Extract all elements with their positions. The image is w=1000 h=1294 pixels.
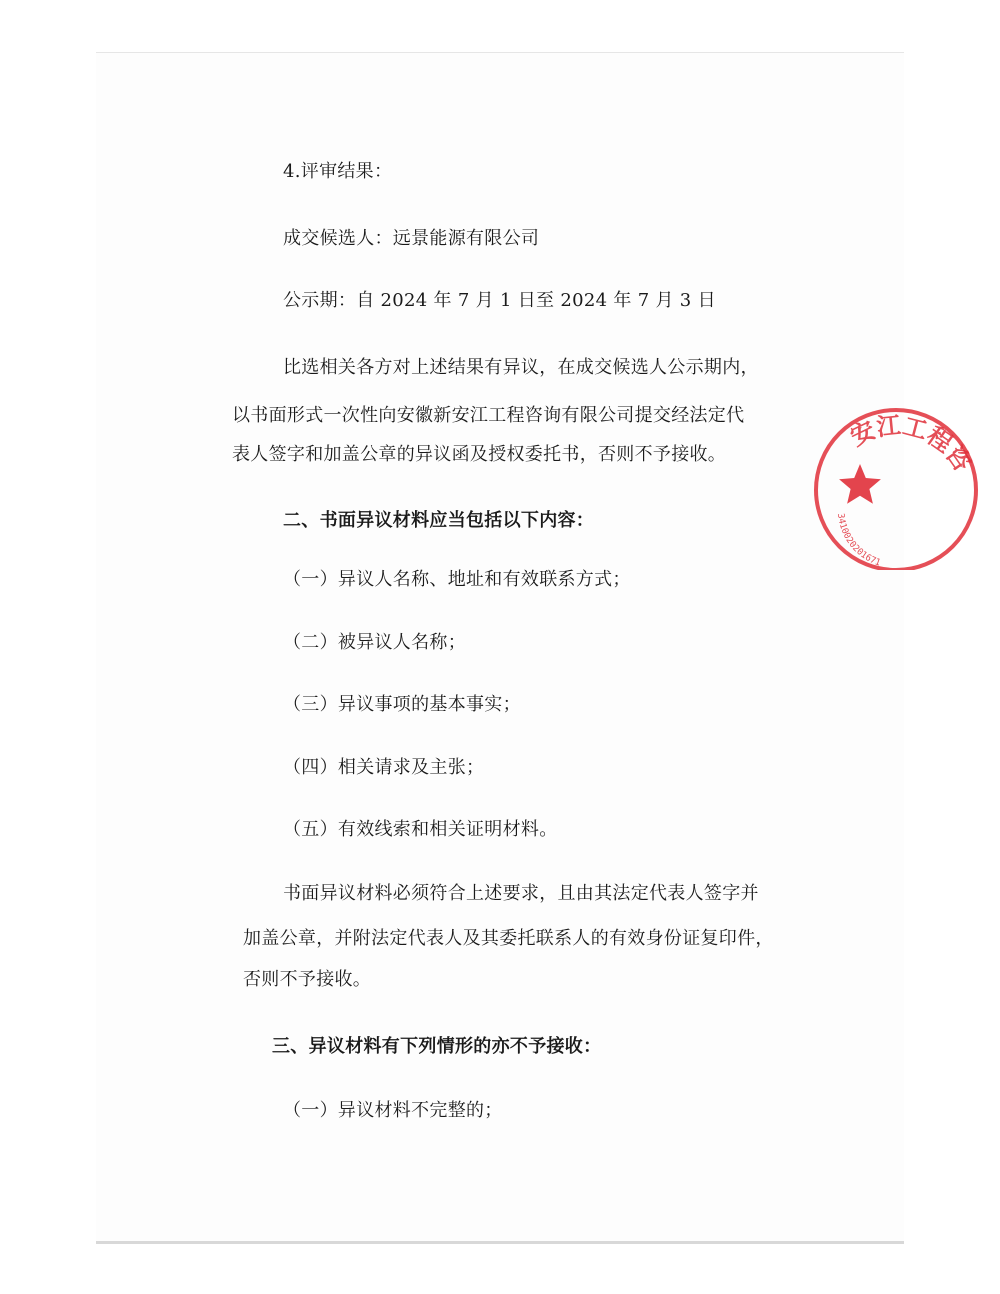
item4-heading: 4.评审结果：: [283, 161, 393, 182]
seal-star-icon: [839, 464, 881, 504]
section2-item: （一）异议人名称、地址和有效联系方式；: [283, 569, 631, 590]
section2-item: （二）被异议人名称；: [283, 632, 466, 653]
company-seal: [800, 400, 978, 570]
objection-paragraph-line: 比选相关各方对上述结果有异议，在成交候选人公示期内，: [283, 357, 759, 378]
requirement-paragraph-line: 书面异议材料必须符合上述要求，且由其法定代表人签字并: [283, 883, 759, 904]
objection-paragraph-line: 表人签字和加盖公章的异议函及授权委托书，否则不予接收。: [232, 444, 727, 465]
objection-paragraph-line: 以书面形式一次性向安徽新安江工程咨询有限公司提交经法定代: [232, 405, 745, 426]
section2-item: （三）异议事项的基本事实；: [283, 694, 521, 715]
section2-heading: 二、书面异议材料应当包括以下内容：: [283, 510, 595, 531]
svg-text:安江工程咨: [846, 410, 978, 476]
seal-name-text: 安江工程咨: [845, 410, 978, 477]
section3-heading: 三、异议材料有下列情形的亦不予接收：: [272, 1036, 602, 1057]
section2-item: （五）有效线索和相关证明材料。: [283, 819, 558, 840]
section3-item: （一）异议材料不完整的；: [283, 1100, 503, 1121]
publicity-period-line: 公示期：自 2024 年 7 月 1 日至 2024 年 7 月 3 日: [283, 290, 716, 311]
seal-graphic: [800, 400, 1000, 570]
seal-number-text: 3410020201671: [835, 512, 882, 569]
requirement-paragraph-line: 否则不予接收。: [243, 969, 372, 990]
requirement-paragraph-line: 加盖公章，并附法定代表人及其委托联系人的有效身份证复印件，: [243, 928, 774, 949]
section2-item: （四）相关请求及主张；: [283, 757, 485, 778]
candidate-line: 成交候选人：远景能源有限公司: [283, 228, 540, 249]
